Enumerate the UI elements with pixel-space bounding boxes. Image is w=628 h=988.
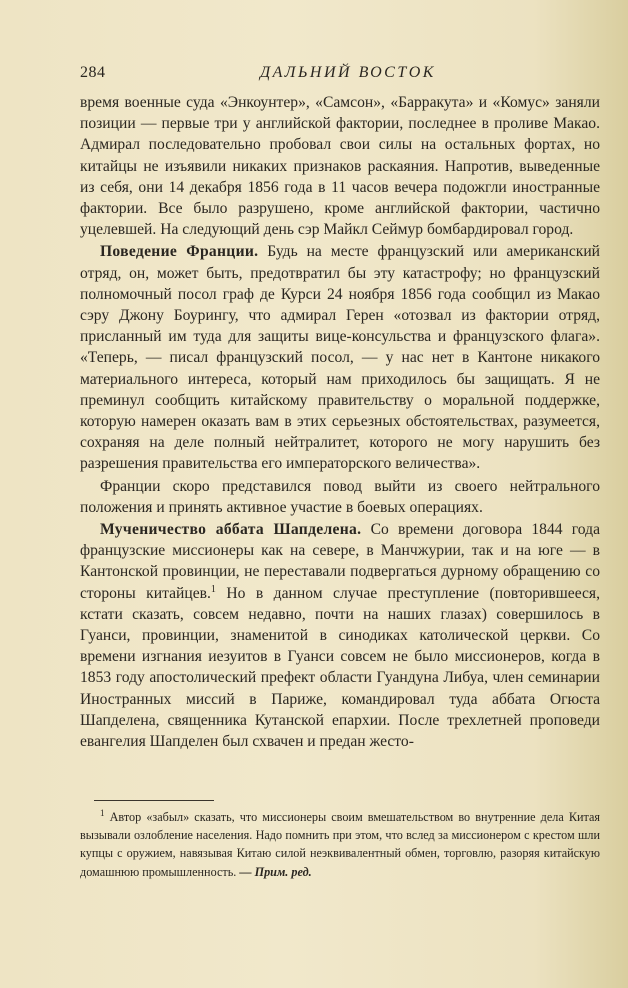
paragraph-text: Со времени договора 1844 года французские миссионеры как на севере, в Манчжурии, так и на юге — в Кантонской провинции, не переставали подвергаться дурному обращению со стороны китайцев. <box>80 521 600 602</box>
footnote-reference[interactable]: 1 <box>210 583 216 595</box>
footnote-divider <box>94 800 214 801</box>
editor-note-signature: — Прим. ред. <box>239 864 312 879</box>
footnote-text: Автор «забыл» сказать, что миссионеры своим вмешательством во внутренние дела Китая вызывали озлобление населения. Надо помнить при этом, что вслед за миссионером с крестом шли купцы с оружием, навязывая Китаю силой неэквивалентный обмен, торговлю, разоряя китайскую домашнюю промышленность. <box>80 810 601 879</box>
main-text <box>80 92 600 752</box>
page-header <box>80 64 600 86</box>
paragraph-text: Франции скоро представился повод выйти из своего нейтрального положения и принять активное участие в боевых операциях. <box>80 477 600 516</box>
section-lead: Поведение Франции. <box>100 243 259 261</box>
running-title: ДАЛЬНИЙ ВОСТОК <box>260 64 436 81</box>
paragraph <box>80 92 600 240</box>
section-lead: Мученичество аббата Шапделена. <box>100 521 362 539</box>
paragraph <box>80 519 600 752</box>
paragraph <box>80 241 600 474</box>
paragraph <box>80 476 600 518</box>
footnote-mark: 1 <box>100 807 105 818</box>
paragraph-text: время военные суда «Энкоунтер», «Самсон», «Барракута» и «Комус» заняли позиции — первые три у английской фактории, последнее в проливе Макао. Адмирал последовательно пробовал свои силы на остальных фортах, но китайцы не изъявили никаких признаков раскаяния. Напротив, выведенные из себя, они 14 декабря 1856 года в 11 часов вечера подожгли иностранные фактории. Все было разрушено, кроме английской фактории, частично уцелевшей. На следующий день сэр Майкл Сеймур бомбардировал город. <box>80 94 600 239</box>
paragraph-text: Но в данном случае преступление (повторившееся, кстати сказать, совсем недавно, почти на наших глазах) совершилось в Гуанси, провинции, знаменитой в синодиках католической церкви. Со времени изгнания иезуитов в Гуанси совсем не было миссионеров, когда в 1853 году апостолический префект области Гуандуна Либуа, член семинарии Иностранных миссий в Париже, командировал туда аббата Огюста Шапделена, священника Кутанской епархии. После трехлетней проповеди евангелия Шапделен был схвачен и предан жесто- <box>80 584 600 751</box>
footnote <box>80 808 600 881</box>
page-number: 284 <box>80 64 106 81</box>
paragraph-text: Будь на месте французский или американский отряд, он, может быть, предотвратил бы эту катастрофу; но французский полномочный посол граф де Курси 24 ноября 1856 года сообщил из Макао сэру Джону Боурингу, что адмирал Герен «отозвал из фактории отряд, присланный им туда для защиты вице-консульства и французского флага». «Теперь, — писал французский посол, — у нас нет в Кантоне никакого материального интереса, который нам приходилось бы защищать. Я не преминул сообщить китайскому правительству о моральной поддержке, которую намерен оказать вам в этих серьезных обстоятельствах, разумеется, сохраняя на деле полный нейтралитет, которого не могу нарушить без разрешения правительства его императорского величества». <box>80 243 601 473</box>
